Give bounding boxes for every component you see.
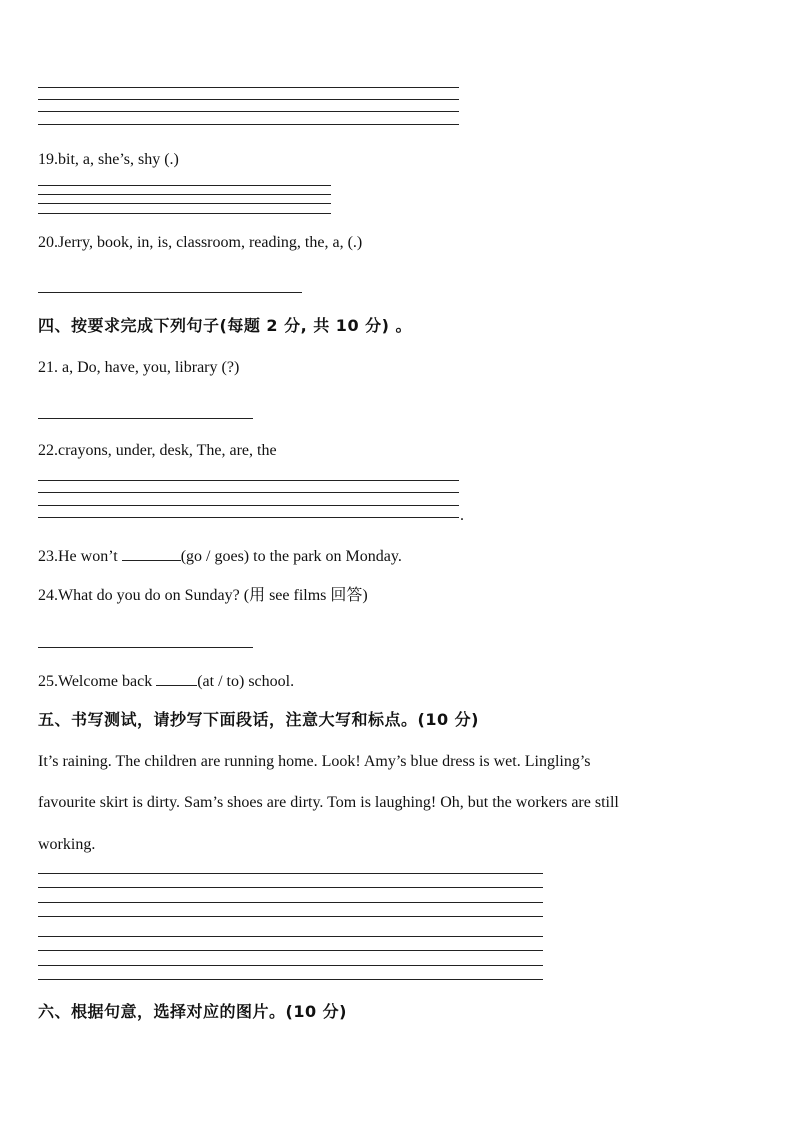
fill-blank[interactable] xyxy=(156,670,197,686)
question-23 xyxy=(38,545,402,567)
answer-line[interactable] xyxy=(38,185,331,186)
answer-line[interactable] xyxy=(38,292,302,293)
period-mark: . xyxy=(460,507,464,524)
question-25-after: (at / to) school. xyxy=(197,673,295,690)
answer-line[interactable] xyxy=(38,647,253,648)
answer-line[interactable] xyxy=(38,492,459,493)
answer-line[interactable] xyxy=(38,505,459,506)
question-20: 20.Jerry, book, in, is, classroom, reading, the, a, (.) xyxy=(38,234,363,251)
answer-line[interactable] xyxy=(38,213,331,214)
question-19: 19.bit, a, she’s, shy (.) xyxy=(38,151,179,168)
answer-line[interactable] xyxy=(38,517,459,518)
section-5-heading: 五、书写测试，请抄写下面段话，注意大写和标点。(10 分) xyxy=(38,710,479,729)
section-6-heading: 六、根据句意，选择对应的图片。(10 分) xyxy=(38,1002,347,1021)
answer-line[interactable] xyxy=(38,965,543,966)
question-23-before: 23.He won’t xyxy=(38,548,122,565)
answer-line[interactable] xyxy=(38,887,543,888)
answer-line[interactable] xyxy=(38,979,543,980)
passage-line: favourite skirt is dirty. Sam’s shoes are dirty. Tom is laughing! Oh, but the workers are still xyxy=(38,794,619,811)
question-22: 22.crayons, under, desk, The, are, the xyxy=(38,442,277,459)
answer-line[interactable] xyxy=(38,87,459,88)
answer-line[interactable] xyxy=(38,99,459,100)
answer-line[interactable] xyxy=(38,124,459,125)
answer-line[interactable] xyxy=(38,916,543,917)
question-25-before: 25.Welcome back xyxy=(38,673,157,690)
answer-line[interactable] xyxy=(38,111,459,112)
question-25 xyxy=(38,670,294,692)
passage-line: working. xyxy=(38,836,96,853)
question-23-after: (go / goes) to the park on Monday. xyxy=(180,548,402,565)
answer-line[interactable] xyxy=(38,902,543,903)
section-4-heading: 四、按要求完成下列句子(每题 2 分, 共 10 分) 。 xyxy=(38,316,413,335)
question-24: 24.What do you do on Sunday? (用 see films 回答) xyxy=(38,587,368,604)
question-21: 21. a, Do, have, you, library (?) xyxy=(38,359,240,376)
answer-line[interactable] xyxy=(38,418,253,419)
passage-line: It’s raining. The children are running home. Look! Amy’s blue dress is wet. Lingling’s xyxy=(38,753,591,770)
answer-line[interactable] xyxy=(38,194,331,195)
answer-line[interactable] xyxy=(38,480,459,481)
answer-line[interactable] xyxy=(38,936,543,937)
answer-line[interactable] xyxy=(38,203,331,204)
answer-line[interactable] xyxy=(38,950,543,951)
answer-line[interactable] xyxy=(38,873,543,874)
fill-blank[interactable] xyxy=(122,545,181,561)
